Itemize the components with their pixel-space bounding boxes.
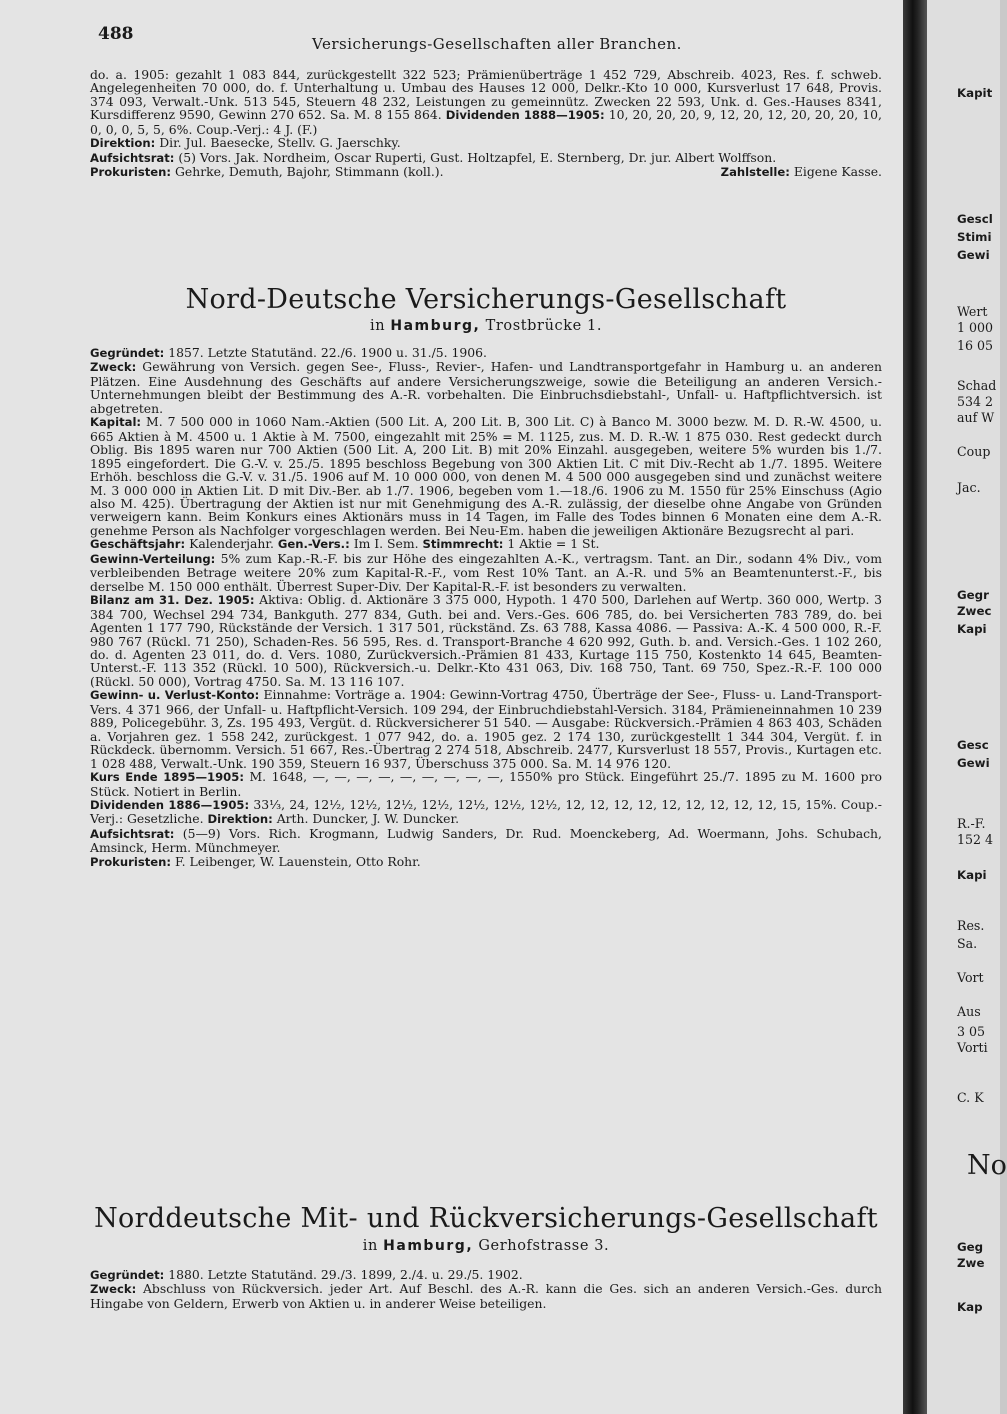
entry3-body — [90, 1268, 882, 1310]
entry1-paying-value: Eigene Kasse. — [793, 164, 882, 180]
entry1-paying-label: Zahlstelle: — [720, 165, 790, 180]
entry1-procurists-label: Prokuristen: — [90, 165, 172, 180]
entry1-board-value: (5) Vors. Jak. Nordheim, Oscar Ruperti, Gust. Holtzapfel, E. Sternberg, Dr. jur. Albert Wolffson. — [178, 149, 777, 165]
entry2-price-value: M. 1648, —, —, —, —, —, —, —, —, —, 1550% pro Stück. Eingeführt 25./7. 1895 zu M. 1600 pro Stück. Notiert in Berlin. — [90, 769, 882, 799]
np-line: Wert — [957, 304, 988, 319]
entry2-founded-label: Gegründet: — [90, 346, 165, 360]
entry2-balance-value: Aktiva: Oblig. d. Aktionäre 3 375 000, Hypoth. 1 470 500, Darlehen auf Wertp. 360 000, Wertp. 3 384 700, Wechsel 294 734, Bankguth. 277 834, Guth. bei and. Vers.-Ges. 606 785, do. bei Versicherten 783 789, do. bei Agenten 1 177 790, Rückstände der Versich. 1 317 501, rückständ. Zs. 63 788, Kassa 4086. — Passiva: A.-K. 4 500 000, R.-F. 980 767 (Rückl. 71 250), Schaden-Res. 56 595, Res. d. Transport-Branche 4 620 992, Guth. b. and. Versich.-Ges. 1 102 260, do. d. Agenten 23 011, do. d. Vers. 1080, Zurückversich.-Prämien 81 433, Kurtage 115 750, Kostenkto 14 645, Beamten-Unterst.-F. 113 352 (Rückl. 10 500), Rückversich.-u. Delkr.-Kto 431 063, Div. 168 750, Tant. 69 750, Spez.-R.-F. 100 000 (Rückl. 50 000), Vortrag 4750. Sa. M. 13 116 107. — [90, 592, 882, 689]
np-line: 3 05 — [957, 1024, 986, 1039]
entry2-procurists-label: Prokuristen: — [90, 854, 172, 869]
running-head: Versicherungs-Gesellschaften aller Branchen. — [312, 35, 682, 53]
entry1-direction-value: Dir. Jul. Baesecke, Stellv. G. Jaerschky. — [159, 135, 401, 151]
np-line: Kapi — [957, 622, 987, 636]
entry3-location-city: Hamburg, — [383, 1238, 474, 1254]
np-line: Geg — [957, 1240, 984, 1254]
np-line: Gesc — [957, 738, 989, 752]
entry2-direction-value: Arth. Duncker, J. W. Duncker. — [276, 811, 460, 827]
entry2-gm-value: Im I. Sem. — [353, 536, 419, 552]
np-line: Coup — [957, 444, 991, 459]
np-line: Aus — [957, 1004, 981, 1019]
np-line: Gescl — [957, 212, 993, 226]
entry2-board-value: (5—9) Vors. Rich. Krogmann, Ludwig Sanders, Dr. Rud. Moenckeberg, Ad. Woermann, Johs. Schubach, Amsinck, Herm. Münchmeyer. — [90, 825, 882, 856]
entry2-capital-label: Kapital: — [90, 415, 142, 430]
np-line: 152 4 — [957, 832, 994, 847]
entry2-div-value: 33⅓, 24, 12½, 12½, 12½, 12½, 12½, 12½, 12½, 12, 12, 12, 12, 12, 12, 12, 12, 12, 15, 15%. Coup.-Verj.: Gesetzliche. — [90, 796, 882, 827]
entry2-profit-dist-label: Gewinn-Verteilung: — [90, 551, 216, 566]
entry2-vote-value: 1 Aktie = 1 St. — [507, 536, 600, 552]
entry2-location-city: Hamburg, — [390, 318, 481, 334]
entry2-price-label: Kurs Ende 1895—1905: — [90, 770, 244, 785]
entry3-location-street: Gerhofstrasse 3. — [478, 1238, 610, 1254]
np-line: Sa. — [957, 936, 978, 951]
entry1-dividends-label: Dividenden 1888—1905: — [445, 108, 605, 123]
np-line: Vort — [957, 970, 984, 985]
entry2-purpose-label: Zweck: — [90, 360, 137, 375]
np-line: 16 05 — [957, 338, 994, 353]
entry3-location-prefix: in — [362, 1238, 378, 1254]
np-line: Jac. — [957, 480, 981, 495]
page-number: 488 — [98, 24, 134, 44]
entry1-paying-office — [721, 165, 882, 179]
np-line: Kapi — [957, 868, 987, 882]
entry2-pl-value: Einnahme: Vorträge a. 1904: Gewinn-Vortrag 4750, Überträge der See-, Fluss- u. Land-Transport-Vers. 4 371 966, der Unfall- u. Haftpflicht-Versich. 109 294, der Einbruchdiebstahl-Versich. 3184, Prämieneinnahmen 10 239 889, Policegebühr. 3, Zs. 195 493, Vergüt. d. Rückversicherer 51 540. — Ausgabe: Rückversich.-Prämien 4 863 403, Schäden a. Vorjahren gez. 1 558 242, zurückgest. 1 077 942, do. a. 1905 gez. 2 174 130, zurückgestellt 1 344 304, Vergüt. f. in Rückdeck. übernomm. Versich. 51 667, Res.-Übertrag 2 274 518, Abschreib. 2477, Kursverlust 18 557, Provis., Kurtagen etc. 1 028 488, Verwalt.-Unk. 190 359, Steuern 16 937, Überschuss 375 000. Sa. M. 14 976 120. — [90, 687, 882, 771]
entry2-procurists-value: F. Leibenger, W. Lauenstein, Otto Rohr. — [175, 853, 421, 869]
entry2-balance-label: Bilanz am 31. Dez. 1905: — [90, 593, 255, 608]
entry2-title: Nord-Deutsche Versicherungs-Gesellschaft — [185, 284, 787, 315]
entry2-founded-value: 1857. Letzte Statutänd. 22./6. 1900 u. 31./5. 1906. — [168, 345, 487, 360]
entry2-capital-value: M. 7 500 000 in 1060 Nam.-Aktien (500 Lit. A, 200 Lit. B, 300 Lit. C) à Banco M. 3000 bezw. M. D. R.-W. 4500, u. 665 Aktien à M. 4500 u. 1 Aktie à M. 7500, eingezahlt mit 25% = M. 1125, zus. M. D. R.-W. 1 875 030. Rest gedeckt durch Oblig. Bis 1895 waren nur 700 Aktien (500 Lit. A, 200 Lit. B) mit 20% Einzahl. ausgegeben, weitere 5% wurden bis 1./7. 1895 eingefordert. Die G.-V. v. 25./5. 1895 beschloss Begebung von 300 Aktien Lit. C mit Div.-Recht ab 1./7. 1895. Weitere Erhöh. beschloss die G.-V. v. 31./5. 1906 auf M. 10 000 000, von denen M. 4 500 000 ausgegeben sind und zunächst weitere M. 3 000 000 in Aktien Lit. D mit Div.-Ber. ab 1./7. 1906, begeben vom 1.—18./6. 1906 zu M. 1550 für 25% Einschuss (Agio also M. 425). Übertragung der Aktien ist nur mit Genehmigung des A.-R. zulässig, der dieselbe ohne Angabe von Gründen verweigern kann. Beim Konkurs eines Aktionärs muss in 14 Tagen, im Falle des Todes binnen 6 Monaten eine dem A.-R. genehme Person als Nachfolger vorgeschlagen werden. Bei Neu-Em. haben die jeweiligen Aktionäre Bezugsrecht al pari. — [90, 414, 882, 538]
entry3-founded-label: Gegründet: — [90, 1268, 165, 1282]
entry2-board-label: Aufsichtsrat: — [90, 826, 175, 841]
entry2-gm-label: Gen.-Vers.: — [277, 537, 350, 552]
np-heading-fragment: No — [967, 1150, 1007, 1181]
entry2-pl-label: Gewinn- u. Verlust-Konto: — [90, 688, 260, 703]
entry2-vote-label: Stimmrecht: — [422, 537, 504, 552]
entry3-purpose-value: Abschluss von Rückversich. jeder Art. Auf Beschl. des A.-R. kann die Ges. sich an anderen Versich.-Ges. durch Hingabe von Geldern, Erwerb von Aktien u. in anderer Weise beteiligen. — [90, 1281, 882, 1311]
entry2-purpose-value: Gewährung von Versich. gegen See-, Fluss-, Revier-, Hafen- und Landtransportgefahr in Hamburg u. an anderen Plätzen. Eine Ausdehnung des Geschäfts auf andere Versicherungszweige, sowie die Beteiligung an anderen Versich.-Unternehmungen bleibt der Bestimmung des A.-R. vorbehalten. Die Einbruchsdiebstahl-, Unfall- u. Haftpflichtversich. ist abgetreten. — [90, 359, 882, 416]
np-line: Kap — [957, 1300, 983, 1314]
entry3-location — [90, 1238, 882, 1254]
np-line: 534 2 — [957, 394, 994, 409]
np-line: Gegr — [957, 588, 989, 602]
entry2-direction-label: Direktion: — [207, 812, 273, 827]
entry1-balance-continuation — [90, 68, 882, 180]
entry3-title: Norddeutsche Mit- und Rückversicherungs-Gesellschaft — [94, 1203, 878, 1234]
np-line: Zwe — [957, 1256, 985, 1270]
entry2-div-label: Dividenden 1886—1905: — [90, 797, 250, 812]
entry2-body — [90, 346, 882, 869]
entry2-fiscal-value: Kalenderjahr. — [189, 536, 274, 552]
np-line: Gewi — [957, 248, 990, 262]
entry2-location-street: Trostbrücke 1. — [485, 318, 603, 334]
entry2-location — [90, 318, 882, 334]
book-gutter — [903, 0, 927, 1414]
entry2-location-prefix: in — [369, 318, 386, 334]
entry1-dividends-value: 10, 20, 20, 20, 9, 12, 20, 12, 20, 20, 20, 10, 0, 0, 0, 5, 5, 6%. Coup.-Verj.: 4 J. (F.) — [90, 107, 882, 137]
np-line: Zwec — [957, 604, 992, 618]
np-line: Schad — [957, 378, 997, 393]
np-line: Gewi — [957, 756, 990, 770]
np-line: auf W — [957, 410, 995, 425]
entry2-fiscal-label: Geschäftsjahr: — [90, 537, 186, 552]
np-line: 1 000 — [957, 320, 994, 335]
entry1-accounts: do. a. 1905: gezahlt 1 083 844, zurückgestellt 322 523; Prämienüberträge 1 452 729, Abschreib. 4023, Res. f. schweb. Angelegenheiten 70 000, do. f. Unterhaltung u. Umbau des Hauses 12 000, Delkr.-Kto 10 000, Kursverlust 17 648, Provis. 374 093, Verwalt.-Unk. 513 545, Steuern 48 232, Leistungen zu gemeinnütz. Zwecken 22 593, Unk. d. Ges.-Hauses 8341, Kursdifferenz 9590, Gewinn 270 652. Sa. M. 8 155 864. — [90, 67, 882, 123]
entry3-purpose-label: Zweck: — [90, 1282, 137, 1297]
next-page-edge — [927, 0, 1007, 1414]
entry3-founded-value: 1880. Letzte Statutänd. 29./3. 1899, 2./4. u. 29./5. 1902. — [168, 1267, 523, 1282]
np-line: Vorti — [957, 1040, 988, 1055]
np-line: C. K — [957, 1090, 984, 1105]
entry1-procurists-value: Gehrke, Demuth, Bajohr, Stimmann (koll.). — [175, 164, 444, 180]
np-line: Stimi — [957, 230, 992, 244]
np-line: Res. — [957, 918, 985, 933]
entry1-direction-label: Direktion: — [90, 136, 156, 151]
entry2-profit-dist-value: 5% zum Kap.-R.-F. bis zur Höhe des eingezahlten A.-K., vertragsm. Tant. an Dir., sodann 4% Div., vom verbleibenden Betrage weitere 20% zum Kapital-R.-F., vom Rest 10% Tant. an A.-R. und 5% an Beamtenunterst.-F., bis derselbe M. 150 000 enthält. Überrest Super-Div. Der Kapital-R.-F. ist besonders zu verwalten. — [90, 550, 882, 594]
entry1-board-label: Aufsichtsrat: — [90, 150, 175, 165]
np-line: Kapit — [957, 86, 993, 100]
np-line: R.-F. — [957, 816, 986, 831]
